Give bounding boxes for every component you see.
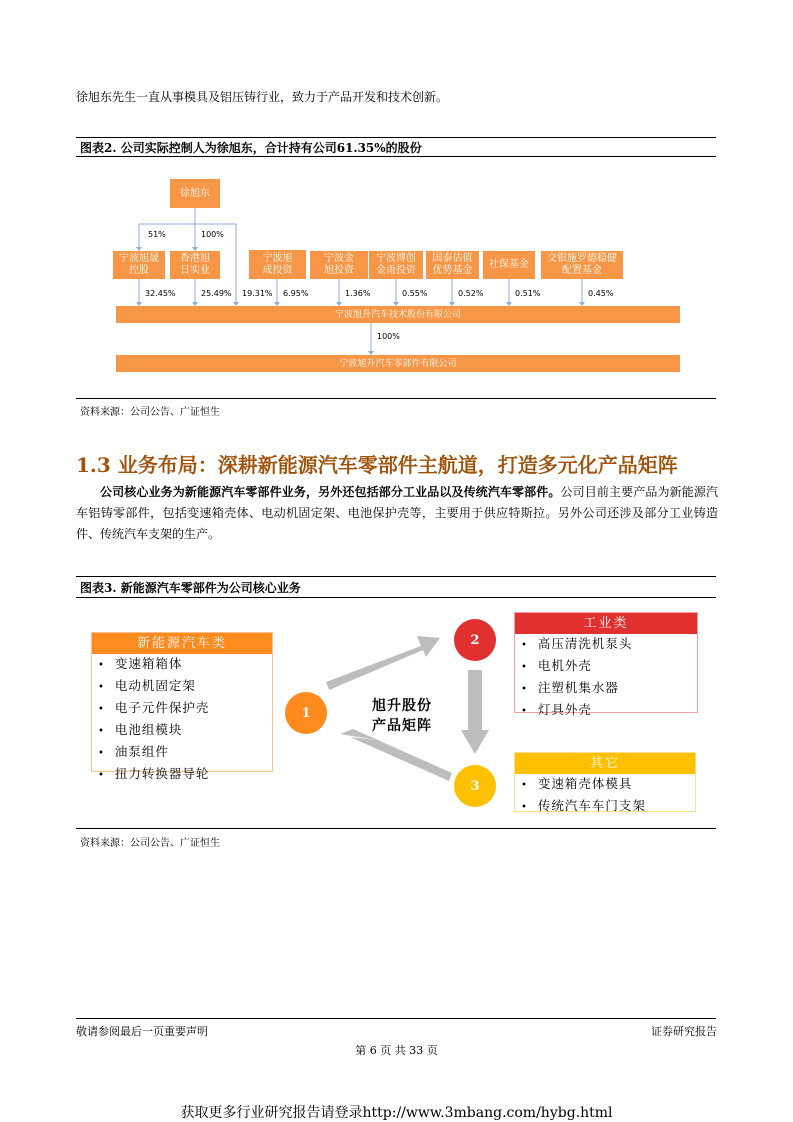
figure2-title: 图表2. 公司实际控制人为徐旭东，合计持有公司61.35%的股份 — [80, 141, 422, 155]
pct-label: 0.55% — [402, 289, 428, 298]
holder-box: 香港旭日实业 — [170, 251, 220, 279]
category-card-industrial — [514, 612, 698, 717]
company-bar: 宁波旭升汽车技术股份有限公司 — [116, 306, 680, 323]
category-card-other — [514, 752, 696, 812]
intro-text: 徐旭东先生一直从事模具及铝压铸行业，致力于产品开发和技术创新。 — [76, 90, 449, 104]
product-item: • 电机外壳 — [515, 656, 697, 678]
footer-divider — [76, 1018, 716, 1019]
holder-box: 国泰估值优势基金 — [426, 251, 479, 279]
product-item: • 扭力转换器导轮 — [92, 764, 272, 786]
pct-label: 0.51% — [515, 289, 541, 298]
category-title: 工业类 — [515, 613, 697, 634]
section-heading: 1.3 业务布局：深耕新能源汽车零部件主航道，打造多元化产品矩阵 — [76, 453, 678, 477]
pct-label: 6.95% — [283, 289, 309, 298]
subsidiary-bar: 宁波旭升汽车零部件有限公司 — [116, 355, 680, 372]
figure3-title: 图表3. 新能源汽车零部件为公司核心业务 — [80, 581, 301, 595]
product-item: • 传统汽车车门支架 — [515, 796, 695, 818]
figure3-source: 资料来源：公司公告、广证恒生 — [80, 838, 220, 849]
pct-label: 100% — [201, 230, 224, 239]
download-banner[interactable]: 获取更多行业研究报告请登录http://www.3mbang.com/hybg.html — [180, 1105, 613, 1121]
holder-box: 宁波博创金甬投资 — [369, 251, 423, 279]
product-item: • 高压清洗机泵头 — [515, 634, 697, 656]
product-item: • 电池组模块 — [92, 720, 272, 742]
product-item: • 变速箱箱体 — [92, 654, 272, 676]
holder-box: 宁波旭成投资 — [249, 250, 306, 279]
center-label — [372, 696, 432, 736]
holder-box: 宁波金旭投资 — [310, 251, 368, 279]
paragraph-body: 公司目前主要产品为新能源汽车铝铸零部件，包括变速箱壳体、电动机固定架、电池保护壳等，主要用于供应特斯拉。另外公司还涉及部分工业铸造件、传统汽车支架的生产。 — [76, 485, 718, 541]
product-item: • 变速箱壳体模具 — [515, 774, 695, 796]
center-label-line: 旭升股份 — [372, 698, 432, 714]
arrow-1-to-2 — [326, 636, 440, 690]
circle-1: 1 — [285, 692, 327, 734]
holder-box: 交银施罗德稳健配置基金 — [541, 251, 623, 279]
controller-box: 徐旭东 — [170, 179, 220, 208]
circle-3: 3 — [454, 765, 496, 807]
center-label-line: 产品矩阵 — [372, 718, 432, 734]
pct-label: 32.45% — [145, 289, 176, 298]
category-card-new-energy — [91, 632, 273, 781]
circle-2: 2 — [454, 619, 496, 661]
product-item: • 注塑机集水器 — [515, 678, 697, 700]
pct-label: 51% — [148, 230, 166, 239]
pct-label: 100% — [377, 332, 400, 341]
category-title: 新能源汽车类 — [92, 633, 272, 654]
arrow-3-to-1 — [340, 729, 452, 781]
product-item: • 电动机固定架 — [92, 676, 272, 698]
holder-box: 社保基金 — [483, 251, 535, 279]
pct-label: 19.31% — [242, 289, 273, 298]
pct-label: 0.52% — [458, 289, 484, 298]
pct-label: 25.49% — [201, 289, 232, 298]
holder-box: 宁波旭晟控股 — [113, 251, 165, 279]
product-item: • 灯具外壳 — [515, 700, 697, 722]
divider — [76, 828, 716, 829]
pct-label: 1.36% — [345, 289, 371, 298]
product-item: • 电子元件保护壳 — [92, 698, 272, 720]
figure2-source: 资料来源：公司公告、广证恒生 — [80, 407, 220, 418]
paragraph-emphasis: 公司核心业务为新能源汽车零部件业务，另外还包括部分工业品以及传统汽车零部件。 — [100, 485, 561, 499]
product-item: • 油泵组件 — [92, 742, 272, 764]
footer-disclaimer: 敬请参阅最后一页重要声明 — [76, 1025, 208, 1038]
footer-report-type: 证券研究报告 — [651, 1025, 717, 1038]
pct-label: 0.45% — [588, 289, 614, 298]
arrow-2-to-3 — [468, 670, 482, 732]
category-title: 其它 — [515, 753, 695, 774]
page-number: 第 6 页 共 33 页 — [355, 1044, 438, 1057]
